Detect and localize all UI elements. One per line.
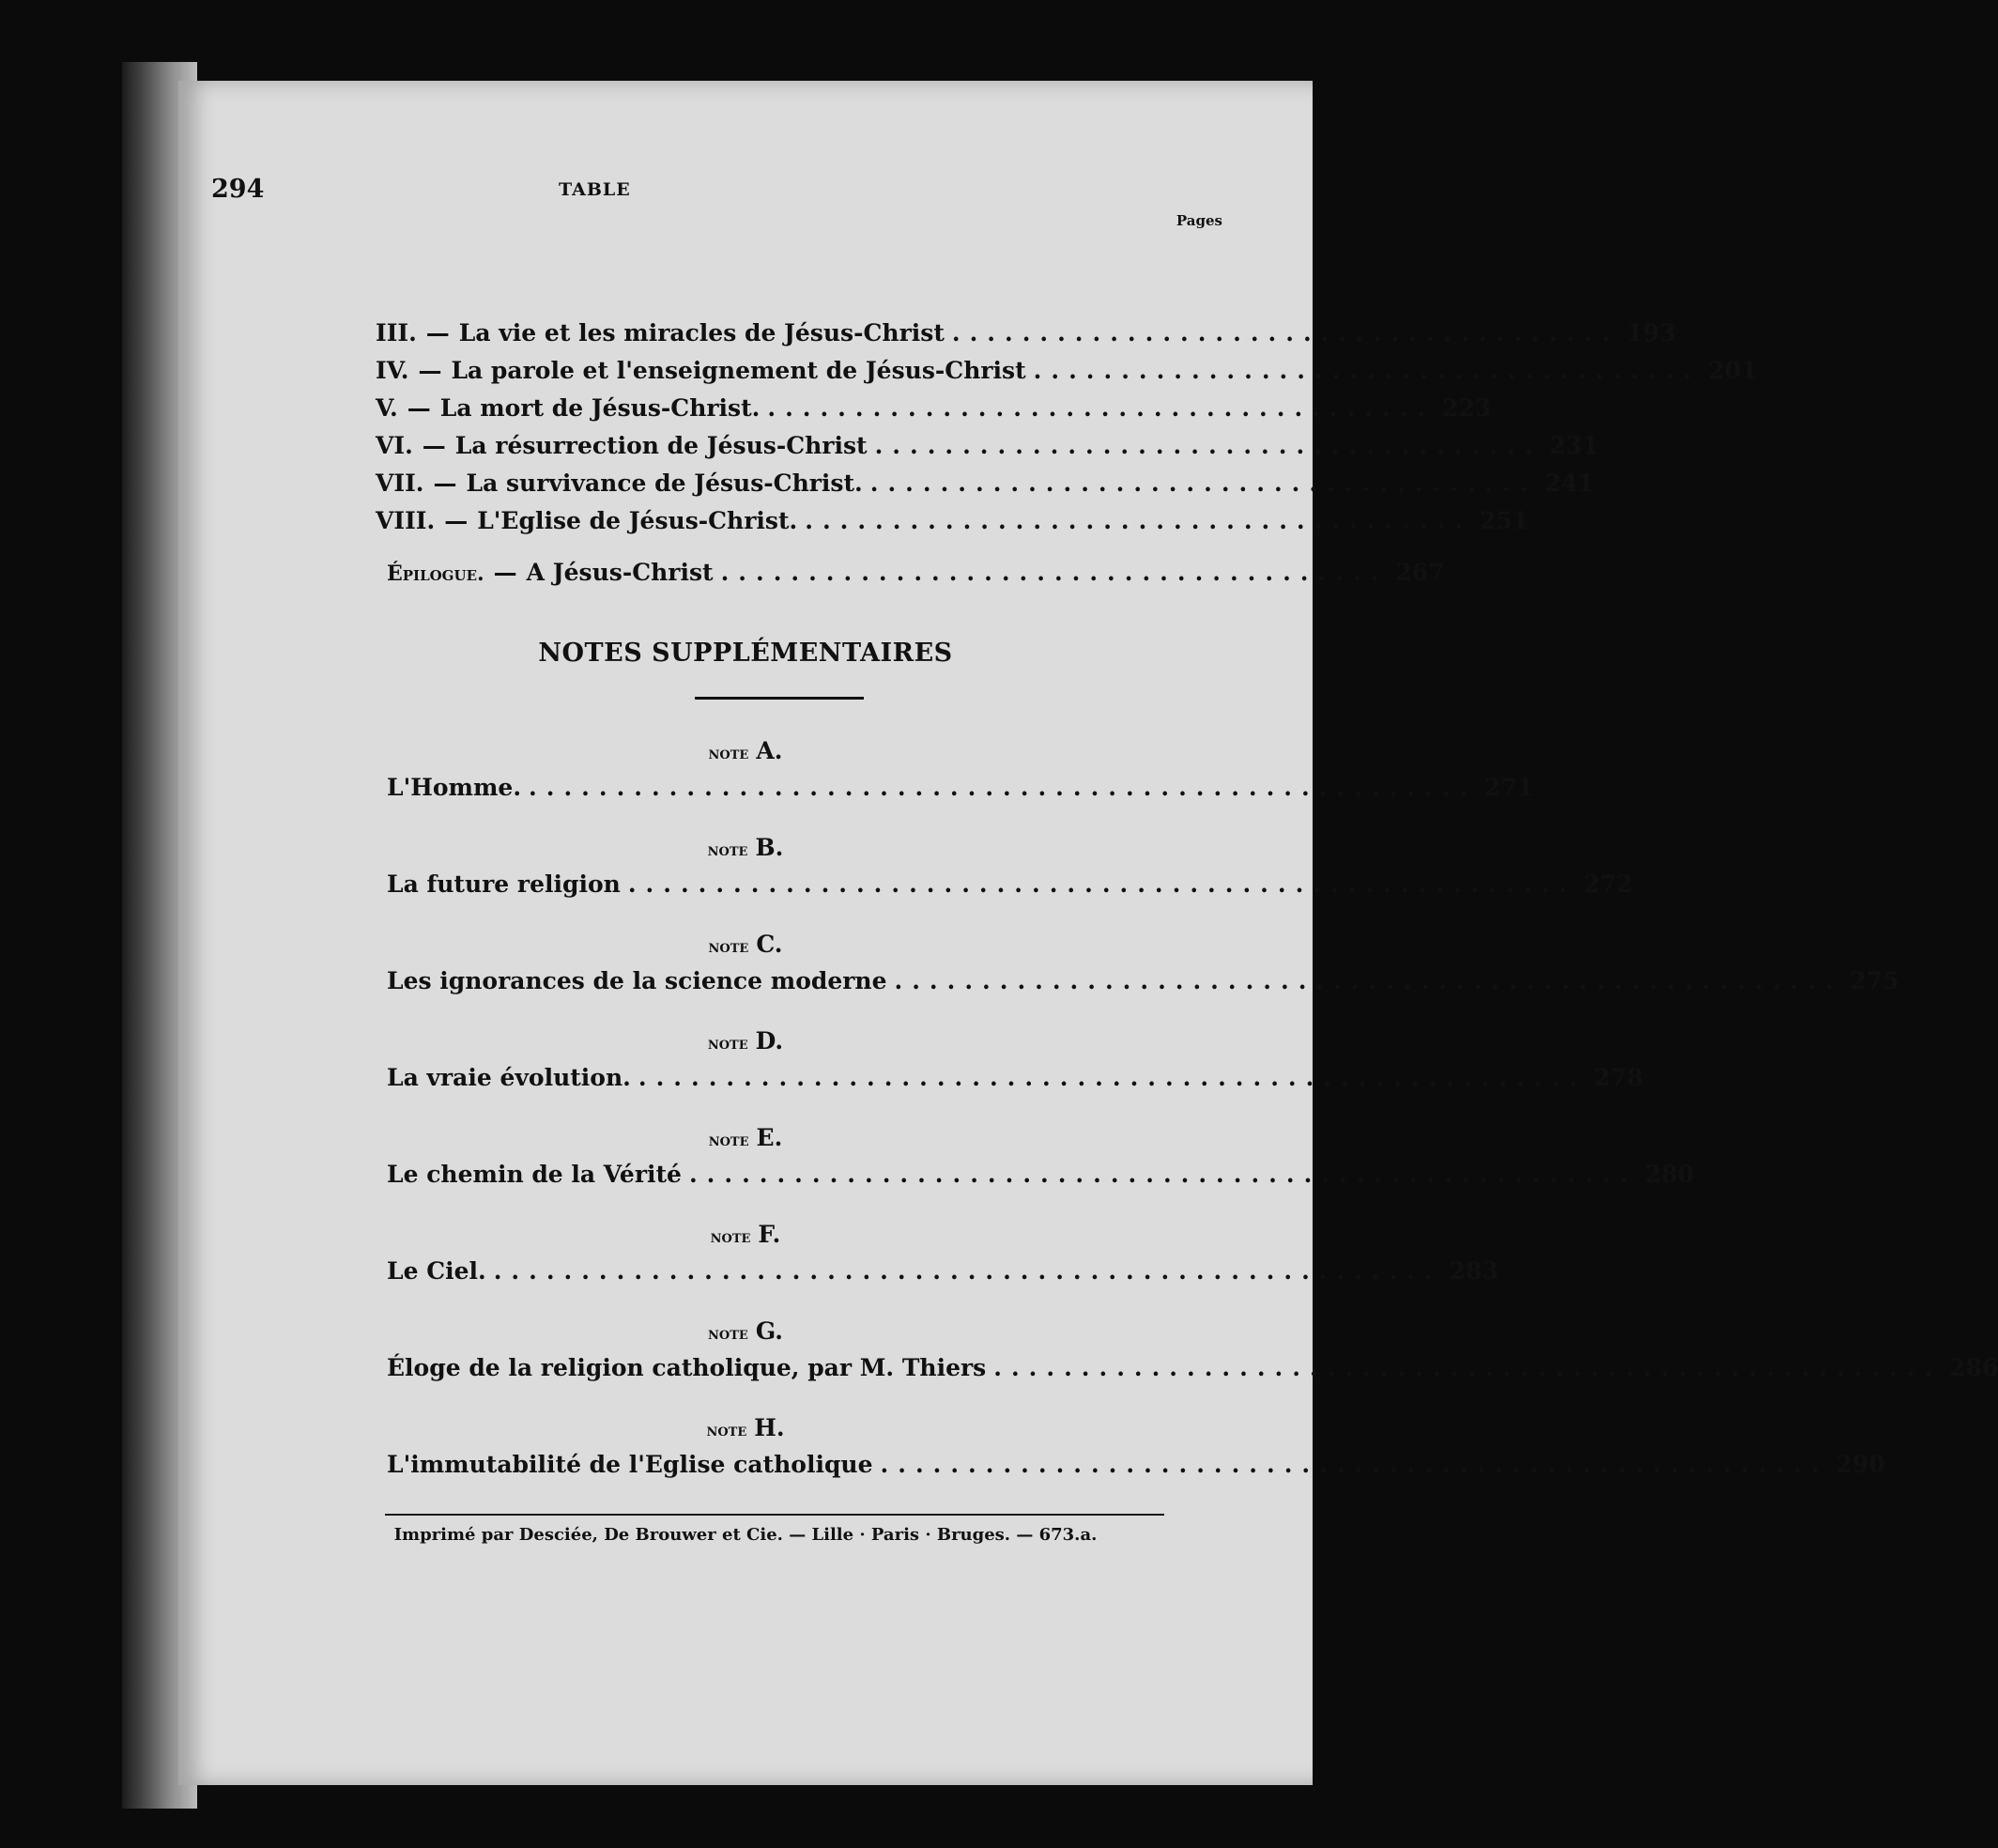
running-title: TABLE <box>559 179 631 200</box>
chapter-number: VI. <box>376 432 413 459</box>
dash: — <box>433 470 457 497</box>
epilogue-title: A Jésus-Christ <box>526 559 714 586</box>
note-title: La vraie évolution. <box>387 1064 631 1091</box>
toc-row <box>376 394 1492 422</box>
note-letter: B. <box>755 834 784 861</box>
note-page: 275 <box>1850 967 1899 994</box>
leader-dots: ...................................................... <box>529 774 1478 801</box>
note-label <box>178 1221 1313 1248</box>
note-title: Les ignorances de la science moderne <box>387 967 887 994</box>
note-letter: A. <box>756 737 783 764</box>
epilogue-label: Épilogue. <box>387 562 484 586</box>
chapter-title: La parole et l'enseignement de Jésus-Christ <box>451 357 1026 384</box>
chapter-page: 193 <box>1626 319 1676 346</box>
note-page: 278 <box>1593 1064 1644 1091</box>
pages-column-label: Pages <box>1176 212 1222 229</box>
note-page: 271 <box>1484 774 1534 801</box>
chapter-page: 241 <box>1545 470 1594 497</box>
note-row <box>387 1451 1885 1478</box>
note-label <box>178 931 1313 958</box>
note-letter: H. <box>754 1414 785 1441</box>
toc-row <box>376 357 1758 384</box>
dash: — <box>444 507 469 534</box>
note-word: note <box>708 1130 749 1150</box>
chapter-page: 251 <box>1479 507 1529 534</box>
leader-dots: ...................................... <box>767 394 1436 422</box>
chapter-page: 223 <box>1442 394 1492 422</box>
note-row <box>387 870 1634 898</box>
note-page: 286 <box>1949 1354 1998 1381</box>
note-word: note <box>708 1323 748 1344</box>
note-label <box>178 737 1313 764</box>
leader-dots: ...................................................... <box>627 870 1576 898</box>
leader-dots: ...................................... <box>869 470 1538 497</box>
dash: — <box>493 559 517 586</box>
note-row <box>387 1257 1498 1285</box>
leader-dots: ...................................................... <box>993 1354 1943 1381</box>
chapter-title: L'Eglise de Jésus-Christ. <box>477 507 798 534</box>
note-title: Éloge de la religion catholique, par M. Thiers <box>387 1354 987 1381</box>
note-word: note <box>707 1033 748 1054</box>
page-header <box>211 175 981 212</box>
leader-dots: ...................................... <box>805 507 1472 534</box>
leader-dots: ...................................................... <box>638 1064 1587 1091</box>
leader-dots: ...................................................... <box>894 967 1843 994</box>
note-letter: E. <box>756 1124 783 1151</box>
note-word: note <box>708 743 749 763</box>
chapter-number: III. <box>376 319 417 346</box>
section-heading: NOTES SUPPLÉMENTAIRES <box>538 639 953 668</box>
toc-row <box>376 432 1599 459</box>
toc-row <box>376 319 1676 346</box>
leader-dots: ...................................... <box>720 559 1389 586</box>
chapter-title: La vie et les miracles de Jésus-Christ <box>458 319 945 346</box>
note-page: 290 <box>1836 1451 1885 1478</box>
printer-imprint: Imprimé par Desciée, De Brouwer et Cie. — Lille · Paris · Bruges. — 673.a. <box>393 1525 1098 1545</box>
note-title: La future religion <box>387 870 621 898</box>
chapter-number: IV. <box>376 357 409 384</box>
note-page: 280 <box>1644 1161 1695 1188</box>
note-label <box>178 1414 1313 1441</box>
note-letter: C. <box>756 931 783 958</box>
leader-dots: ...................................................... <box>880 1451 1829 1478</box>
note-title: Le Ciel. <box>387 1257 486 1285</box>
leader-dots: ...................................... <box>951 319 1620 346</box>
chapter-title: La résurrection de Jésus-Christ <box>454 432 868 459</box>
dash: — <box>418 357 442 384</box>
chapter-number: VII. <box>376 470 424 497</box>
epilogue-row <box>387 559 1445 586</box>
note-row <box>387 1354 1998 1381</box>
chapter-title: La mort de Jésus-Christ. <box>439 394 761 422</box>
note-label <box>178 1317 1313 1345</box>
note-label <box>178 1124 1313 1151</box>
note-title: Le chemin de la Vérité <box>387 1161 682 1188</box>
note-letter: D. <box>755 1027 784 1055</box>
note-letter: G. <box>755 1317 783 1345</box>
leader-dots: ...................................................... <box>493 1257 1442 1285</box>
page-number: 294 <box>211 175 265 204</box>
note-label <box>178 834 1313 861</box>
note-word: note <box>708 936 749 957</box>
leader-dots: ...................................... <box>1033 357 1701 384</box>
chapter-page: 231 <box>1549 432 1599 459</box>
leader-dots: ...................................................... <box>688 1161 1637 1188</box>
dash: — <box>407 394 431 422</box>
chapter-title: La survivance de Jésus-Christ. <box>466 470 863 497</box>
epilogue-page: 267 <box>1395 559 1445 586</box>
note-row <box>387 774 1534 801</box>
footer-rule <box>385 1514 1164 1516</box>
note-title: L'immutabilité de l'Eglise catholique <box>387 1451 873 1478</box>
note-word: note <box>707 839 748 860</box>
note-letter: F. <box>758 1221 781 1248</box>
note-title: L'Homme. <box>387 774 522 801</box>
dash: — <box>425 319 450 346</box>
note-page: 283 <box>1449 1257 1498 1285</box>
chapter-number: V. <box>376 394 398 422</box>
note-label <box>178 1027 1313 1055</box>
leader-dots: ...................................... <box>874 432 1543 459</box>
heading-rule <box>695 697 864 700</box>
note-row <box>387 1064 1644 1091</box>
note-row <box>387 1161 1695 1188</box>
chapter-page: 201 <box>1708 357 1758 384</box>
chapter-number: VIII. <box>376 507 436 534</box>
note-word: note <box>706 1420 747 1440</box>
toc-row <box>376 507 1529 534</box>
note-word: note <box>710 1226 751 1247</box>
note-page: 272 <box>1583 870 1634 898</box>
toc-row <box>376 470 1594 497</box>
note-row <box>387 967 1899 994</box>
dash: — <box>422 432 446 459</box>
